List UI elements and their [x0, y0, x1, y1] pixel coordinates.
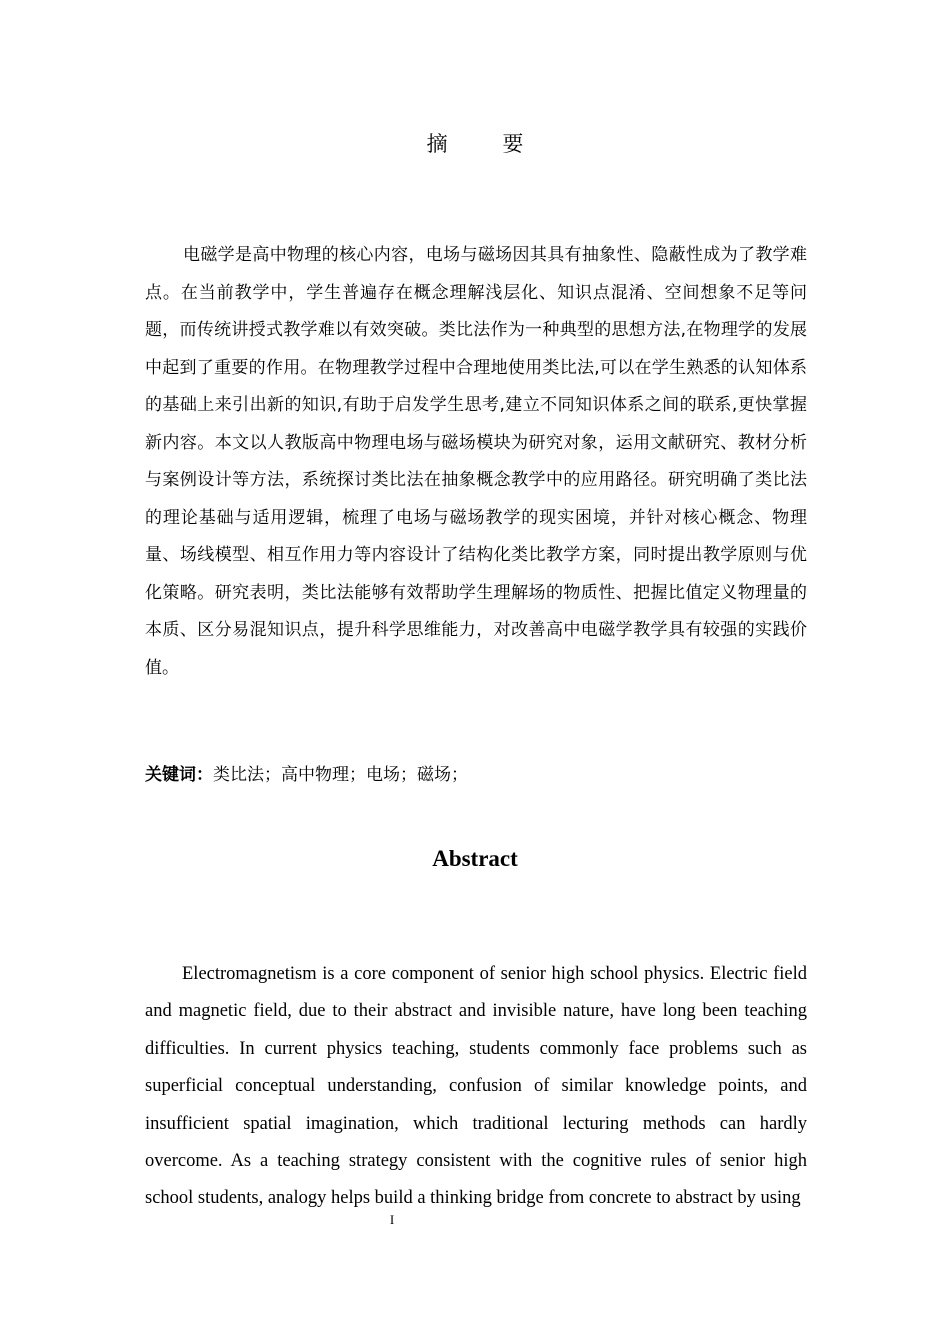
english-abstract-body: Electromagnetism is a core component of senior high school physics. Electric field and magnetic field, due to their abstract and invisible nature, have long been teaching difficulties. In current physics teaching, students commonly face problems such as superficial conceptual understanding, confusion of similar knowledge points, and insufficient spatial imagination, which traditional lecturing methods can hardly overcome. As a teaching strategy consistent with the cognitive rules of senior high school students, analogy helps build a thinking bridge from concrete to abstract by using [145, 964, 807, 1209]
english-abstract-title: Abstract [432, 846, 518, 871]
chinese-abstract-body: 电磁学是高中物理的核心内容，电场与磁场因其具有抽象性、隐蔽性成为了教学难点。在当前教学中，学生普遍存在概念理解浅层化、知识点混淆、空间想象不足等问题，而传统讲授式教学难以有效突破。类比法作为一种典型的思想方法,在物理学的发展中起到了重要的作用。在物理教学过程中合理地使用类比法,可以在学生熟悉的认知体系的基础上来引出新的知识,有助于启发学生思考,建立不同知识体系之间的联系,更快掌握新内容。本文以人教版高中物理电场与磁场模块为研究对象，运用文献研究、教材分析与案例设计等方法，系统探讨类比法在抽象概念教学中的应用路径。研究明确了类比法的理论基础与适用逻辑，梳理了电场与磁场教学的现实困境，并针对核心概念、物理量、场线模型、相互作用力等内容设计了结构化类比教学方案，同时提出教学原则与优化策略。研究表明，类比法能够有效帮助学生理解场的物质性、把握比值定义物理量的本质、区分易混知识点，提升科学思维能力，对改善高中电磁学教学具有较强的实践价值。 [145, 245, 807, 678]
page-number: I [389, 1212, 395, 1227]
keywords-line [145, 760, 807, 785]
chinese-abstract-title: 摘 要 [426, 132, 548, 156]
keywords-list: 类比法；高中物理；电场；磁场； [213, 765, 468, 785]
keywords-label: 关键词： [145, 765, 213, 785]
